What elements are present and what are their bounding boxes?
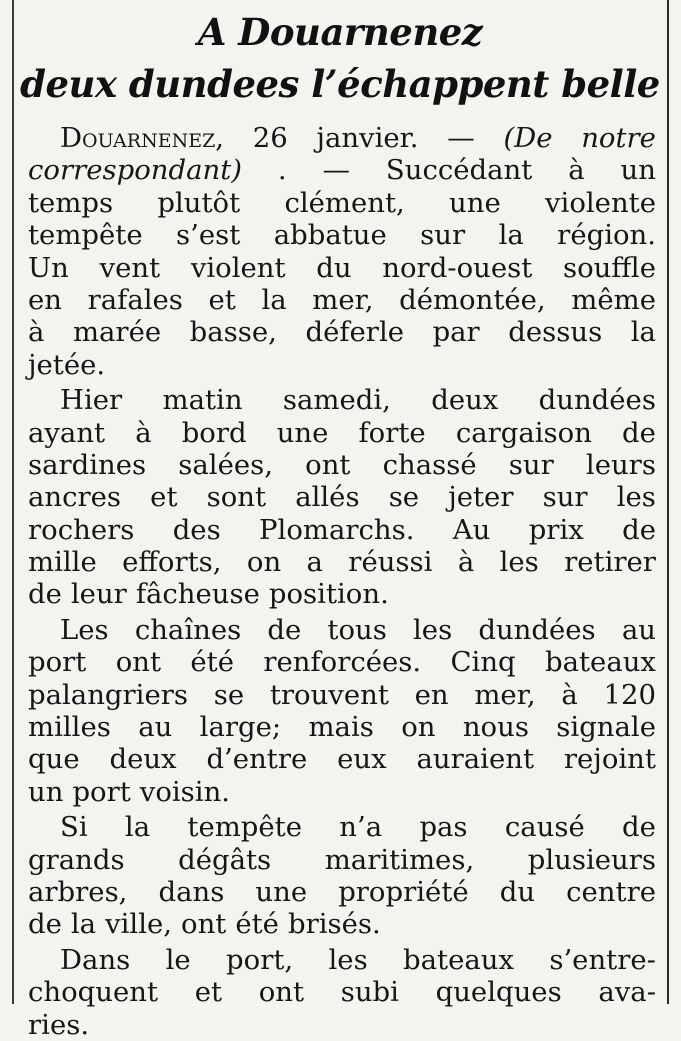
word: ville,: [105, 908, 173, 941]
word: de: [622, 811, 656, 844]
word: les: [413, 613, 453, 646]
word: on: [401, 711, 436, 744]
word: position.: [268, 578, 389, 611]
word: brisés.: [287, 908, 381, 941]
text-line: [28, 679, 656, 711]
word: de: [267, 613, 302, 646]
word: efforts,: [122, 546, 222, 579]
word: de: [622, 513, 656, 546]
word: se: [213, 678, 245, 711]
text-line: [28, 219, 656, 251]
word: une: [276, 416, 329, 449]
word: (De: [503, 122, 553, 154]
word: sur: [542, 481, 588, 514]
text-line: [28, 514, 656, 546]
word: —: [322, 154, 351, 187]
word: Hier: [60, 384, 123, 417]
headline-line-1: A Douarnenez: [197, 10, 483, 54]
word: grands: [28, 843, 125, 876]
word: été: [190, 646, 234, 679]
word: Succédant: [385, 154, 533, 187]
word: leur: [70, 578, 127, 611]
word: 26: [252, 122, 288, 154]
word: d’entre: [206, 743, 308, 776]
word: ont: [305, 448, 351, 481]
word: abbatue: [273, 219, 387, 252]
word: en: [28, 283, 62, 316]
word: propriété: [338, 875, 469, 908]
column-rule-right: [667, 0, 669, 1004]
word: eux: [337, 743, 387, 776]
text-line: [28, 154, 656, 186]
text-line: [28, 976, 656, 1008]
word: les: [616, 481, 656, 514]
word: deux: [431, 384, 499, 417]
word: souffle: [562, 251, 656, 284]
text-line: [28, 944, 656, 976]
word: de: [28, 908, 62, 941]
text-line: [28, 316, 656, 348]
word: bateaux: [403, 943, 514, 976]
word: dundées: [538, 384, 656, 417]
word: auraient: [416, 743, 534, 776]
text-line: [28, 646, 656, 678]
text-line: [28, 776, 656, 808]
word: sardines: [28, 448, 147, 481]
word: trouvent: [269, 678, 389, 711]
word: la: [261, 283, 287, 316]
word: dans: [158, 875, 225, 908]
word: des: [172, 513, 221, 546]
word: réussi: [348, 546, 433, 579]
word: tempête: [187, 811, 303, 844]
word: cargaison: [455, 416, 592, 449]
word: à: [561, 678, 578, 711]
word: retirer: [564, 546, 656, 579]
word: plutôt: [157, 186, 241, 219]
word: au: [138, 711, 173, 744]
word: en: [414, 678, 449, 711]
article-body: [28, 122, 656, 1041]
column-rule-left: [12, 0, 14, 1004]
word: le: [165, 943, 191, 976]
word: tous: [327, 613, 387, 646]
paragraph: [28, 614, 656, 808]
word: n’a: [339, 811, 383, 844]
word: matin: [162, 384, 243, 417]
text-line: [28, 349, 656, 381]
word: Plomarchs.: [259, 513, 415, 546]
word: démontée,: [399, 283, 546, 316]
text-line: [28, 284, 656, 316]
word: fâcheuse: [135, 578, 260, 611]
word: été: [235, 908, 279, 941]
text-line: [28, 187, 656, 219]
text-line: [28, 417, 656, 449]
word: de: [622, 416, 656, 449]
word: ont: [115, 646, 162, 679]
word: rafales: [87, 283, 183, 316]
word: samedi,: [282, 384, 391, 417]
word: la: [70, 908, 97, 941]
word: prix: [528, 513, 584, 546]
word: Dans: [60, 943, 131, 976]
text-line: [28, 481, 656, 513]
word: mer,: [312, 283, 374, 316]
word: sur: [420, 219, 466, 252]
word: ont: [258, 976, 305, 1009]
word: région.: [557, 219, 656, 252]
word: violent: [190, 251, 286, 284]
word: ava-: [598, 976, 656, 1009]
headline-line-2: deux dundees l’échappent belle: [20, 62, 660, 106]
word: forte: [358, 416, 426, 449]
text-line: [28, 122, 656, 154]
word: la: [630, 316, 656, 349]
word: à: [135, 416, 152, 449]
text-line: [28, 252, 656, 284]
word: subi: [340, 976, 399, 1009]
word: que: [28, 743, 80, 776]
word: la: [124, 811, 151, 844]
word: même: [571, 283, 656, 316]
word: dessus: [508, 316, 603, 349]
word: violente: [545, 186, 656, 219]
text-line: [28, 711, 656, 743]
paragraph: [28, 384, 656, 611]
word: déferle: [305, 316, 405, 349]
word: signale: [556, 711, 656, 744]
word: rejoint: [563, 743, 656, 776]
word: Cinq: [450, 646, 516, 679]
text-line: [28, 876, 656, 908]
paragraph: [28, 811, 656, 941]
text-line: [28, 578, 656, 610]
word: port: [28, 646, 87, 679]
word: une: [255, 875, 308, 908]
word: sur: [508, 448, 554, 481]
word: s’est: [176, 219, 241, 252]
word: renforcées.: [263, 646, 422, 679]
word: plusieurs: [527, 843, 656, 876]
word: un: [620, 154, 656, 187]
word: et: [150, 481, 178, 514]
word: basse,: [189, 316, 277, 349]
word: Un: [28, 251, 69, 284]
word: de: [28, 578, 62, 611]
word: et: [194, 976, 223, 1009]
word: à: [457, 546, 475, 579]
word: dundées: [478, 613, 596, 646]
word: nous: [462, 711, 529, 744]
word: vent: [99, 251, 161, 284]
word: ayant: [28, 416, 106, 449]
word: chassé: [382, 448, 477, 481]
word: leurs: [585, 448, 656, 481]
word: ries.: [28, 1008, 90, 1041]
text-line: [28, 546, 656, 578]
word: tempête: [28, 219, 143, 252]
word: correspondant): [28, 154, 242, 187]
word: centre: [566, 875, 656, 908]
word: palangriers: [28, 678, 188, 711]
word: notre: [581, 122, 656, 154]
word: les: [328, 943, 368, 976]
word: a: [306, 546, 323, 579]
word: mais: [308, 711, 374, 744]
word: clément,: [284, 186, 405, 219]
word: large;: [199, 711, 282, 744]
word: sont: [206, 481, 267, 514]
word: deux: [109, 743, 177, 776]
word: ont: [181, 908, 227, 941]
word: voisin.: [139, 775, 231, 808]
word: un: [28, 775, 64, 808]
word: à: [28, 316, 45, 349]
text-line: [28, 908, 656, 940]
word: jetée.: [28, 348, 106, 381]
word: par: [432, 316, 480, 349]
word: allés: [295, 481, 360, 514]
word: et: [208, 283, 236, 316]
word: maritimes,: [324, 843, 475, 876]
word: du: [499, 875, 536, 908]
paragraph: [28, 944, 656, 1041]
word: les: [499, 546, 539, 579]
word: du: [316, 251, 352, 284]
word: .: [277, 154, 287, 187]
word: Les: [60, 613, 109, 646]
word: port,: [226, 943, 294, 976]
word: janvier.: [316, 122, 419, 154]
word: arbres,: [28, 875, 128, 908]
word: chaînes: [134, 613, 242, 646]
word: une: [449, 186, 501, 219]
word: au: [621, 613, 656, 646]
word: choquent: [28, 976, 159, 1009]
word: mer,: [474, 678, 536, 711]
text-line: [28, 743, 656, 775]
word: quelques: [435, 976, 562, 1009]
word: Au: [452, 513, 491, 546]
word: marée: [72, 316, 162, 349]
word: pas: [419, 811, 468, 844]
word: nord-ouest: [382, 251, 533, 284]
word: milles: [28, 711, 111, 744]
word: bord: [181, 416, 247, 449]
word: la: [498, 219, 524, 252]
word: 120: [603, 678, 656, 711]
paragraph: [28, 122, 656, 381]
word: dégâts: [178, 843, 272, 876]
text-line: [28, 1009, 656, 1041]
word: —: [447, 122, 475, 154]
word: se: [388, 481, 420, 514]
text-line: [28, 811, 656, 843]
word: ancres: [28, 481, 122, 514]
word: rochers: [28, 513, 135, 546]
word: Douarnenez,: [60, 122, 225, 154]
word: on: [246, 546, 282, 579]
word: port: [72, 775, 131, 808]
text-line: [28, 449, 656, 481]
word: bateaux: [545, 646, 656, 679]
text-line: [28, 844, 656, 876]
word: Si: [60, 811, 88, 844]
word: s’entre-: [549, 943, 656, 976]
word: temps: [28, 186, 114, 219]
word: jeter: [448, 481, 514, 514]
word: salées,: [178, 448, 274, 481]
text-line: [28, 384, 656, 416]
word: à: [568, 154, 585, 187]
word: causé: [504, 811, 585, 844]
word: mille: [28, 546, 97, 579]
text-line: [28, 614, 656, 646]
